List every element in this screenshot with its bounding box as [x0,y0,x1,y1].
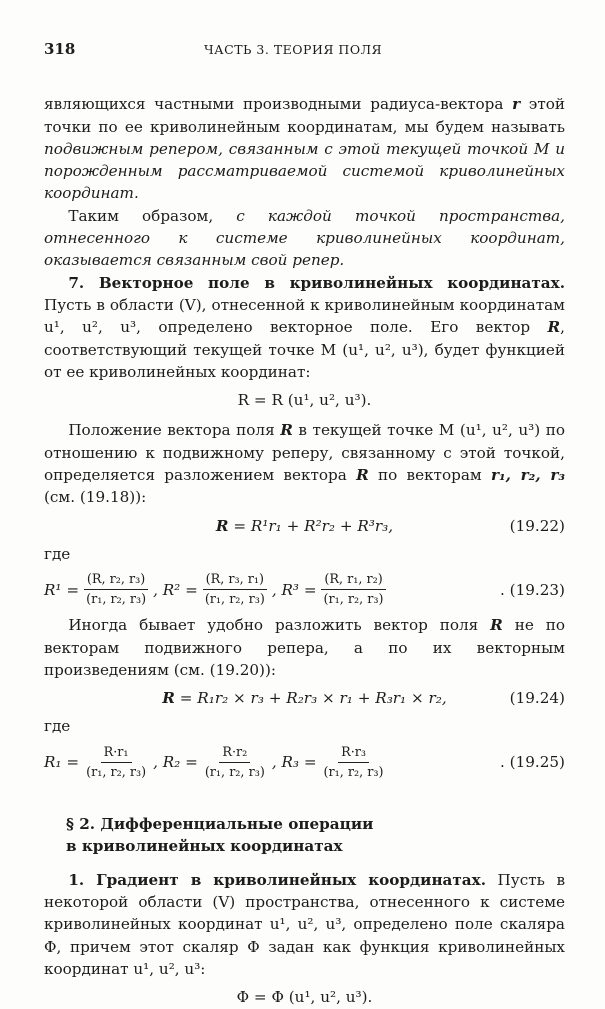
equation-number: (19.22) [509,516,565,535]
equation-r-of-u: R = R (u¹, u², u³). [237,391,372,410]
equation-19-25: R₁ = $\frac{\text{R·r₁}}{\text{(r₁, r₂, r₃)}}$ , R₂ = $\frac{\text{R·r₂}}{\text{(r₁, r₂, r₃)}}$ , R₃ = $\frac{\text{R·r₃}}{\text{(r₁, r₂, r₃)}}$ . (19.25) [44,744,565,780]
equation-19-24: R = R₁r₂ × r₃ + R₂r₃ × r₁ + R₃r₁ × r₂, (19.24) [44,687,565,709]
equation-phi: Φ = Φ (u¹, u², u³). [236,988,373,1007]
subsection-title: 1. Градиент в криволинейных координатах. [68,870,486,889]
paragraph-vector-field: 7. Векторное поле в криволинейных координатах. Пусть в области (V), отнесенной к криволинейным координатам u¹, u², u³, определено векторное поле. Его вектор R, соответствующий текущей точке M (u¹, u², u³), будет функцией от ее криволинейных координат: [44,273,565,381]
page-number: 318 [44,40,76,58]
paragraph-summary: Таким образом, с каждой точкой пространства, отнесенного к системе криволинейных координат, оказывается связанным свой репер. [44,206,565,270]
where-label: где [44,717,71,736]
paragraph-decomposition: Положение вектора поля R в текущей точке M (u¹, u², u³) по отношению к подвижному реперу, связанному с этой точкой, определяется разложением вектора R по векторам r₁, r₂, r₃ (см. (19.18)): [44,421,565,507]
section-heading: § 2. Дифференциальные операции в криволинейных координатах [66,814,374,855]
equation-number: . (19.23) [500,580,565,599]
subsection-title: 7. Векторное поле в криволинейных координатах. [68,273,565,292]
equation-number: . (19.25) [500,753,565,772]
paragraph-gradient: 1. Градиент в криволинейных координатах. Пусть в некоторой области (V) пространства, отнесенного к системе криволинейных координат u¹, u², u³, определено поле скаляра Φ, причем этот скаляр Φ задан как функция криволинейных координат u¹, u², u³: [44,870,565,978]
running-title: ЧАСТЬ 3. ТЕОРИЯ ПОЛЯ [204,42,383,57]
paragraph-moving-frame: являющихся частными производными радиуса-вектора r этой точки по ее криволинейным координатам, мы будем называть подвижным репером, связанным с этой текущей точкой M и порожденным рассматриваемой системой криволинейных координат. [44,95,565,203]
equation-19-23: R¹ = $\frac{\text{(R, r₂, r₃)}}{\text{(r₁, r₂, r₃)}}$ , R² = $\frac{\text{(R, r₃, r₁)}}{\text{(r₁, r₂, r₃)}}$ , R³ = $\frac{\text{(R, r₁, r₂)}}{\text{(r₁, r₂, r₃)}}$ . (19.23) [44,572,565,608]
equation-number: (19.24) [509,689,565,708]
paragraph-cross-products: Иногда бывает удобно разложить вектор поля R не по векторам подвижного репера, а по их векторным произведениям (см. (19.20)): [44,616,565,679]
equation-19-22: R = R¹r₁ + R²r₂ + R³r₃, (19.22) [44,515,565,537]
where-label: где [44,544,71,563]
page-header [44,38,565,61]
